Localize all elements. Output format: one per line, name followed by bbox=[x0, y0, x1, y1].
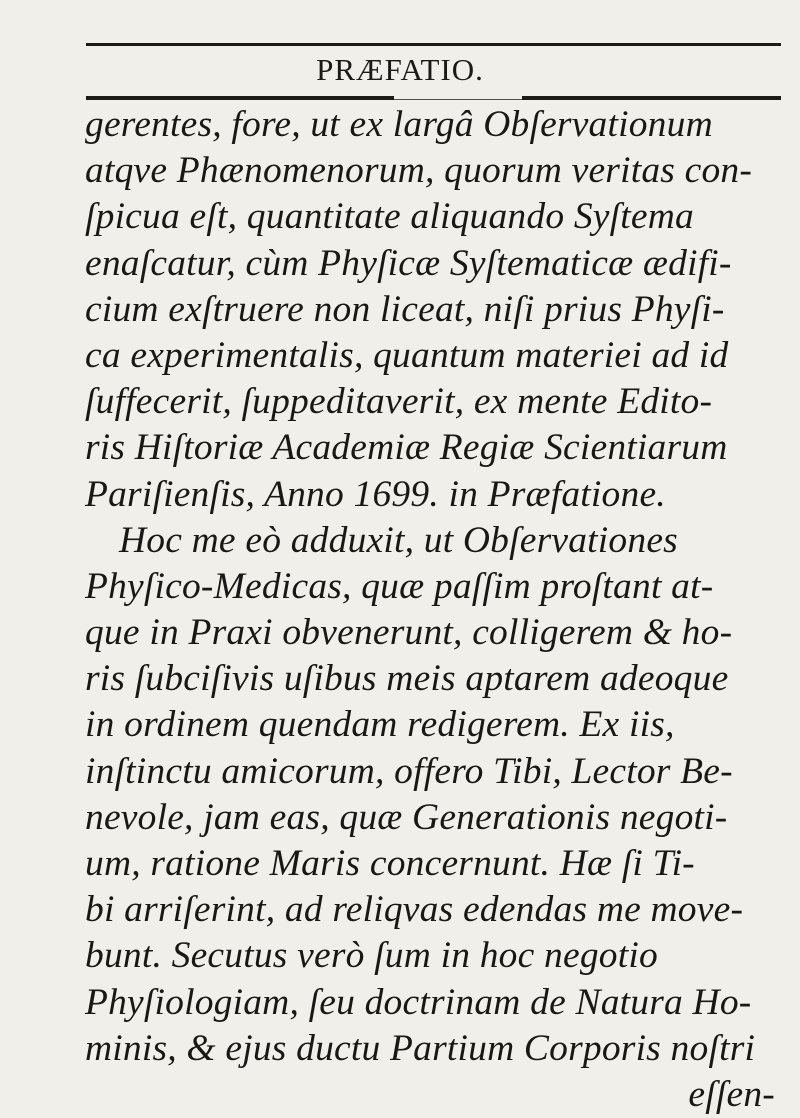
body-text bbox=[85, 102, 785, 1118]
text-line: ris ſubciſivis uſibus meis aptarem adeoque bbox=[85, 658, 729, 700]
running-head: PRÆFATIO. bbox=[316, 52, 484, 87]
header-rule-bottom-left bbox=[86, 96, 394, 100]
paragraph-start-line: Hoc me eò adduxit, ut Obſervationes bbox=[119, 519, 678, 561]
text-line: que in Praxi obvenerunt, colligerem & ho- bbox=[85, 612, 733, 654]
text-line: gerentes, fore, ut ex largâ Obſervationum bbox=[85, 104, 713, 145]
text-line: atqve Phænomenorum, quorum veritas con- bbox=[85, 150, 753, 192]
header-rule-under-title bbox=[394, 99, 522, 100]
text-line: Pariſienſis, Anno 1699. in Præfatione. bbox=[85, 473, 666, 515]
text-line: ris Hiſtoriæ Academiæ Regiæ Scientiarum bbox=[85, 427, 728, 469]
text-line: Phyſiologiam, ſeu doctrinam de Natura Ho- bbox=[85, 981, 752, 1023]
text-line: ca experimentalis, quantum materiei ad id bbox=[85, 334, 729, 376]
text-line: inſtinctu amicorum, offero Tibi, Lector Be- bbox=[85, 750, 733, 792]
catchword: eſſen- bbox=[688, 1073, 775, 1115]
text-line: Phyſico-Medicas, quæ paſſim proſtant at- bbox=[85, 565, 714, 607]
text-line: bunt. Secutus verò ſum in hoc negotio bbox=[85, 935, 658, 977]
header-rule-bottom-right bbox=[522, 96, 781, 100]
text-line: cium exſtruere non liceat, niſi prius Phyſi- bbox=[85, 288, 725, 330]
text-line: in ordinem quendam redigerem. Ex iis, bbox=[85, 704, 675, 746]
text-line: nevole, jam eas, quæ Generationis negoti- bbox=[85, 796, 728, 838]
text-line: enaſcatur, cùm Phyſicæ Syſtematicæ ædifi- bbox=[85, 242, 732, 284]
text-line: ſuffecerit, ſuppeditaverit, ex mente Edito- bbox=[85, 381, 713, 423]
text-line: bi arriſerint, ad reliqvas edendas me move- bbox=[85, 889, 744, 931]
text-line: ſpicua eſt, quantitate aliquando Syſtema bbox=[85, 196, 694, 238]
text-line: um, ratione Maris concernunt. Hæ ſi Ti- bbox=[85, 843, 695, 884]
text-line: minis, & ejus ductu Partium Corporis noſtri bbox=[85, 1027, 756, 1069]
header-rule-top bbox=[86, 43, 781, 46]
